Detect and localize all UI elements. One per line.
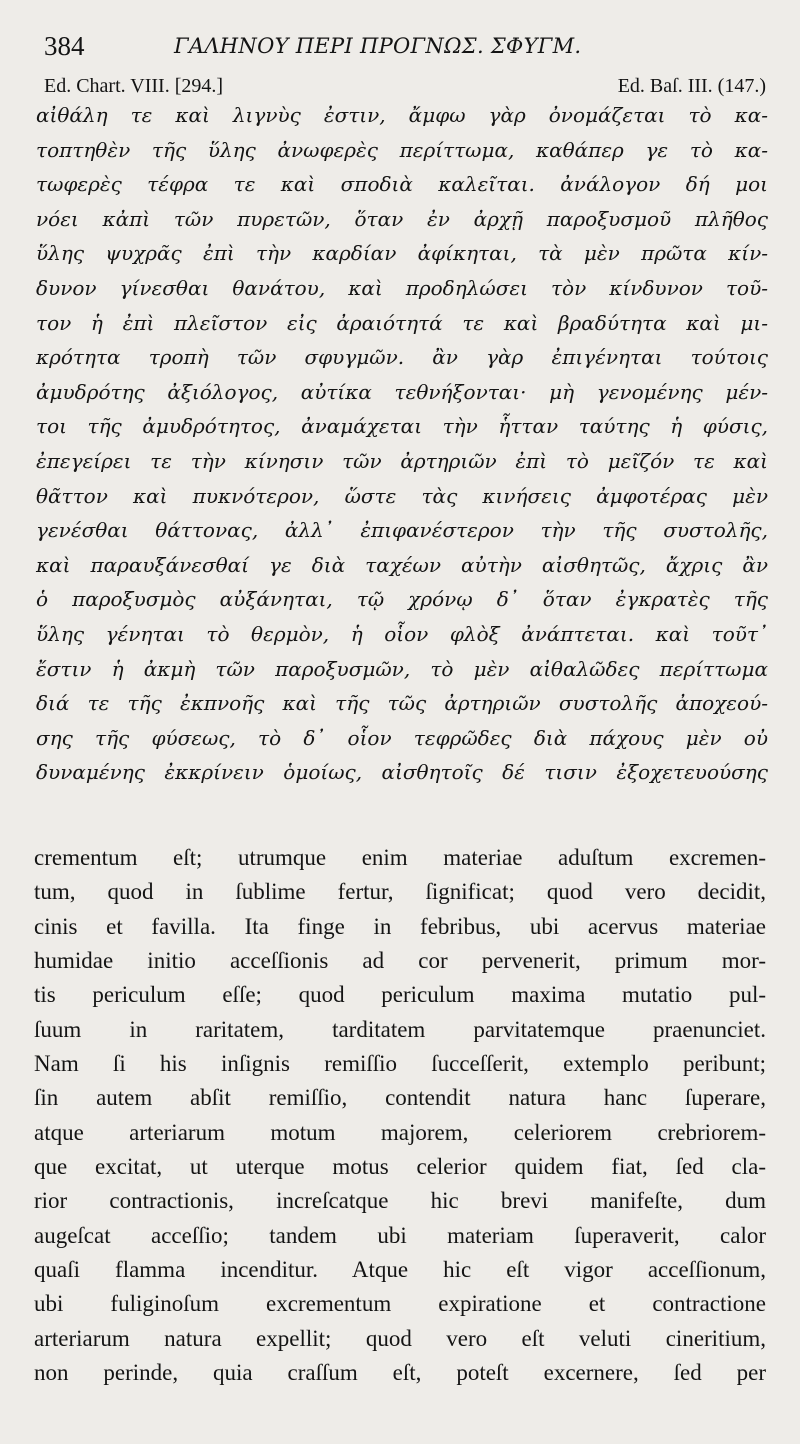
greek-text-line: τοι τῆς ἀμυδρότητος, ἀναμάχεται τὴν ἧτταν ταύτης ἡ φύσις, [36,414,768,439]
greek-text-line: ἔστιν ἡ ἀκμὴ τῶν παροξυσμῶν, τὸ μὲν αἰθαλῶδες περίττωμα [36,656,768,681]
greek-text-line: αἰθάλη τε καὶ λιγνὺς ἐστιν, ἄμφω γὰρ ὀνομάζεται τὸ κα- [36,103,768,127]
edition-reference-line [44,72,766,100]
greek-text-line: θᾶττον καὶ πυκνότερον, ὥστε τὰς κινήσεις ἀμφοτέρας μὲν [36,483,768,508]
greek-text-line: σης τῆς φύσεως, τὸ δ᾽ οἷον τεφρῶδες διὰ πάχους μὲν οὐ [36,725,768,750]
latin-text-line: ſin autem abſit remiſſio, contendit natura hanc ſuperare, [34,1085,766,1111]
latin-text-line: augeſcat acceſſio; tandem ubi materiam ſuperaverit, calor [34,1222,766,1248]
latin-text-line: quaſi flamma incenditur. Atque hic eſt vigor acceſſionum, [34,1257,766,1283]
greek-text-line: γενέσθαι θάττονας, ἀλλ᾽ ἐπιφανέστερον τὴν τῆς συστολῆς, [36,518,768,543]
greek-text-line: τοπτηθὲν τῆς ὕλης ἀνωφερὲς περίττωμα, καθάπερ γε τὸ κα- [36,137,768,162]
edition-basel-reference: Ed. Baſ. III. (147.) [617,75,766,97]
greek-text-line: ἐπεγείρει τε τὴν κίνησιν τῶν ἀρτηριῶν ἐπὶ τὸ μεῖζόν τε καὶ [36,448,768,473]
greek-text-line: καὶ παραυξάνεσθαί γε διὰ ταχέων αὐτὴν αἰσθητῶς, ἄχρις ἂν [36,552,768,577]
greek-text-line: τωφερὲς τέφρα τε καὶ σποδιὰ καλεῖται. ἀνάλογον δή μοι [36,172,768,197]
latin-text-line: humidae initio acceſſionis ad cor pervenerit, primum mor- [34,948,766,974]
greek-text-line: διά τε τῆς ἐκπνοῆς καὶ τῆς τῶς ἀρτηριῶν συστολῆς ἀποχεού- [36,691,768,716]
greek-text-line: δυνον γίνεσθαι θανάτου, καὶ προδηλώσει τὸν κίνδυνον τοῦ- [36,275,768,300]
greek-text-block [36,98,768,790]
latin-text-line: rior contractionis, increſcatque hic brevi manifeſte, dum [34,1188,766,1214]
latin-text-line: atque arteriarum motum majorem, celeriorem crebriorem- [34,1119,766,1145]
running-title: ΓΑΛΗΝΟΥ ΠΕΡΙ ΠΡΟΓΝΩΣ. ΣΦΥΓΜ. [174,34,582,58]
latin-text-line: cinis et favilla. Ita finge in febribus, ubi acervus materiae [34,913,766,939]
latin-text-line: non perinde, quia craſſum eſt, poteſt excernere, ſed per [34,1360,766,1386]
latin-text-line: Nam ſi his inſignis remiſſio ſucceſſerit, extemplo peribunt; [34,1051,766,1077]
running-head [44,28,764,64]
latin-text-line: arteriarum natura expellit; quod vero eſt veluti cineritium, [34,1325,766,1351]
latin-text-line: ſuum in raritatem, tarditatem parvitatemque praenunciet. [34,1016,766,1042]
greek-text-line: δυναμένης ἐκκρίνειν ὁμοίως, αἰσθητοῖς δέ τισιν ἐξοχετευούσης [36,760,768,785]
page-number: 384 [44,31,85,61]
latin-text-block [34,841,766,1391]
latin-text-line: que excitat, ut uterque motus celerior quidem fiat, ſed cla- [34,1154,766,1180]
latin-text-line: crementum eſt; utrumque enim materiae aduſtum excremen- [34,845,766,870]
greek-text-line: ἀμυδρότης ἀξιόλογος, αὐτίκα τεθνήξονται· μὴ γενομένης μέν- [36,379,768,404]
greek-text-line: κρότητα τροπὴ τῶν σφυγμῶν. ἂν γὰρ ἐπιγένηται τούτοις [36,345,768,370]
latin-text-line: ubi fuliginoſum excrementum expiratione et contractione [34,1291,766,1317]
greek-text-line: τον ἡ ἐπὶ πλεῖστον εἰς ἀραιότητά τε καὶ βραδύτητα καὶ μι- [36,310,768,335]
greek-text-line: ὁ παροξυσμὸς αὐξάνηται, τῷ χρόνῳ δ᾽ ὅταν ἐγκρατὲς τῆς [36,587,768,612]
edition-chartier-reference: Ed. Chart. VIII. [294.] [44,75,224,97]
latin-text-line: tis periculum eſſe; quod periculum maxima mutatio pul- [34,982,766,1008]
greek-text-line: ὕλης ψυχρᾶς ἐπὶ τὴν καρδίαν ἀφίκηται, τὰ μὲν πρῶτα κίν- [36,241,768,266]
latin-text-line: tum, quod in ſublime fertur, ſignificat; quod vero decidit, [34,879,766,905]
greek-text-line: ὕλης γένηται τὸ θερμὸν, ἡ οἷον φλὸξ ἀνάπτεται. καὶ τοῦτ᾽ [36,621,768,646]
greek-text-line: νόει κἀπὶ τῶν πυρετῶν, ὅταν ἐν ἀρχῇ παροξυσμοῦ πλῆθος [36,206,768,231]
